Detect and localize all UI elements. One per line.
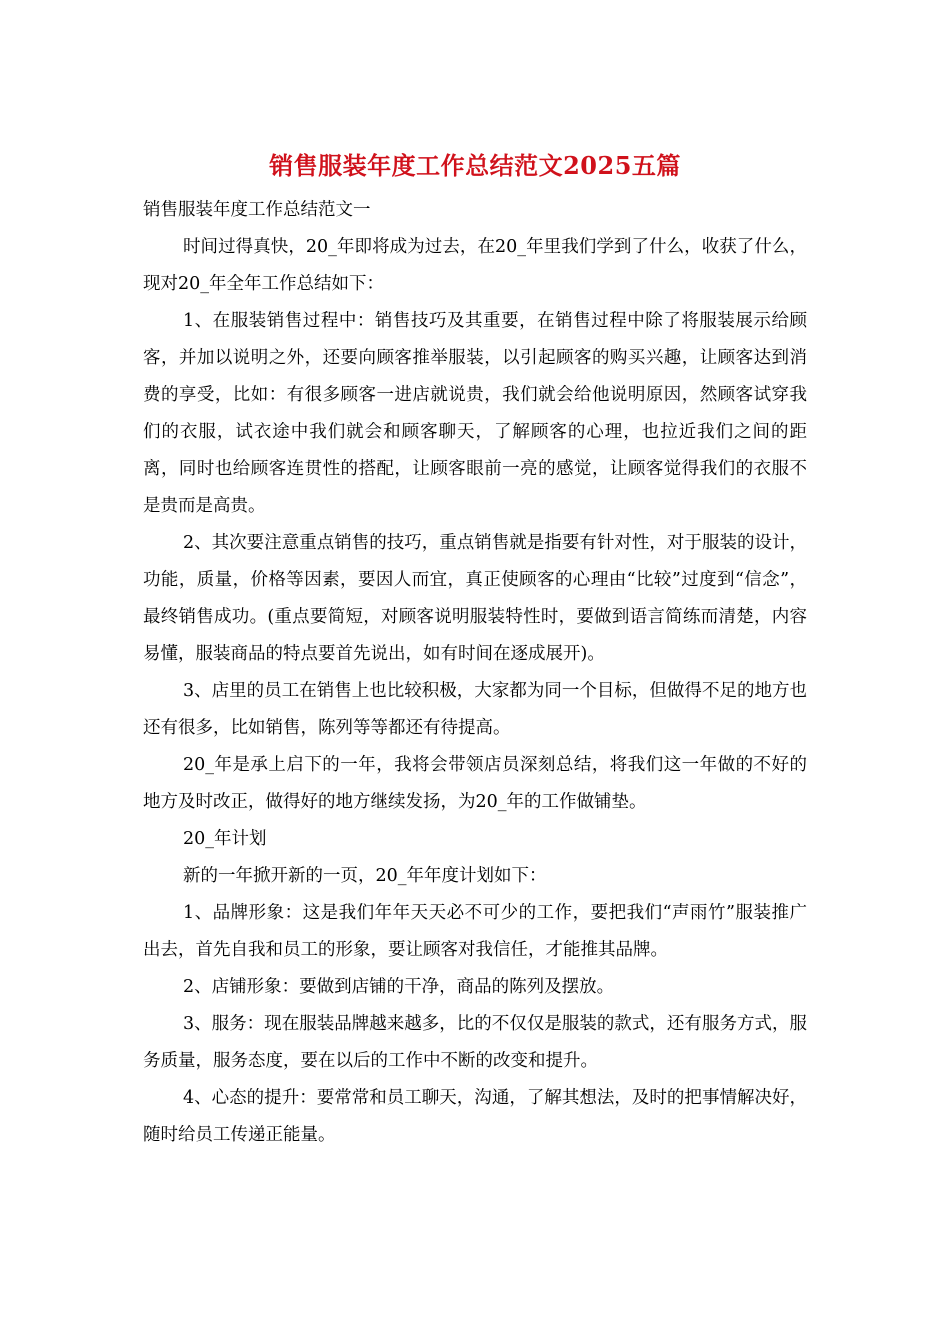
paragraph-intro: 时间过得真快，20_年即将成为过去，在20_年里我们学到了什么，收获了什么，现对20_年全年工作总结如下：: [143, 237, 807, 294]
paragraph-point-2: 2、其次要注意重点销售的技巧，重点销售就是指要有针对性，对于服装的设计，功能，质量，价格等因素，要因人而宜，真正使顾客的心理由“比较”过度到“信念”，最终销售成功。(重点要简短，对顾客说明服装特性时，要做到语言简练而清楚，内容易懂，服装商品的特点要首先说出，如有时间在逐成展开)。: [143, 533, 807, 664]
paragraph-point-1: 1、在服装销售过程中：销售技巧及其重要，在销售过程中除了将服装展示给顾客，并加以说明之外，还要向顾客推举服装，以引起顾客的购买兴趣，让顾客达到消费的享受，比如：有很多顾客一进店就说贵，我们就会给他说明原因，然顾客试穿我们的衣服，试衣途中我们就会和顾客聊天，了解顾客的心理，也拉近我们之间的距离，同时也给顾客连贯性的搭配，让顾客眼前一亮的感觉，让顾客觉得我们的衣服不是贵而是高贵。: [143, 311, 807, 516]
plan-item-3: 3、服务：现在服装品牌越来越多，比的不仅仅是服装的款式，还有服务方式，服务质量，服务态度，要在以后的工作中不断的改变和提升。: [143, 1014, 807, 1071]
document-title: 销售服装年度工作总结范文2025五篇: [269, 151, 681, 180]
plan-item-4: 4、心态的提升：要常常和员工聊天，沟通，了解其想法，及时的把事情解决好，随时给员工传递正能量。: [143, 1088, 807, 1145]
document-body: [143, 192, 807, 1154]
section-heading: 销售服装年度工作总结范文一: [143, 200, 371, 220]
plan-heading: 20_年计划: [183, 829, 267, 849]
plan-intro: 新的一年掀开新的一页，20_年年度计划如下：: [183, 866, 547, 886]
paragraph-year-summary: 20_年是承上启下的一年，我将会带领店员深刻总结，将我们这一年做的不好的地方及时改正，做得好的地方继续发扬，为20_年的工作做铺垫。: [143, 755, 807, 812]
paragraph-point-3: 3、店里的员工在销售上也比较积极，大家都为同一个目标，但做得不足的地方也还有很多，比如销售，陈列等等都还有待提高。: [143, 681, 807, 738]
plan-item-2: 2、店铺形象：要做到店铺的干净，商品的陈列及摆放。: [183, 977, 615, 997]
plan-item-1: 1、品牌形象：这是我们年年天天必不可少的工作，要把我们“声雨竹”服装推广出去，首先自我和员工的形象，要让顾客对我信任，才能推其品牌。: [143, 903, 807, 960]
